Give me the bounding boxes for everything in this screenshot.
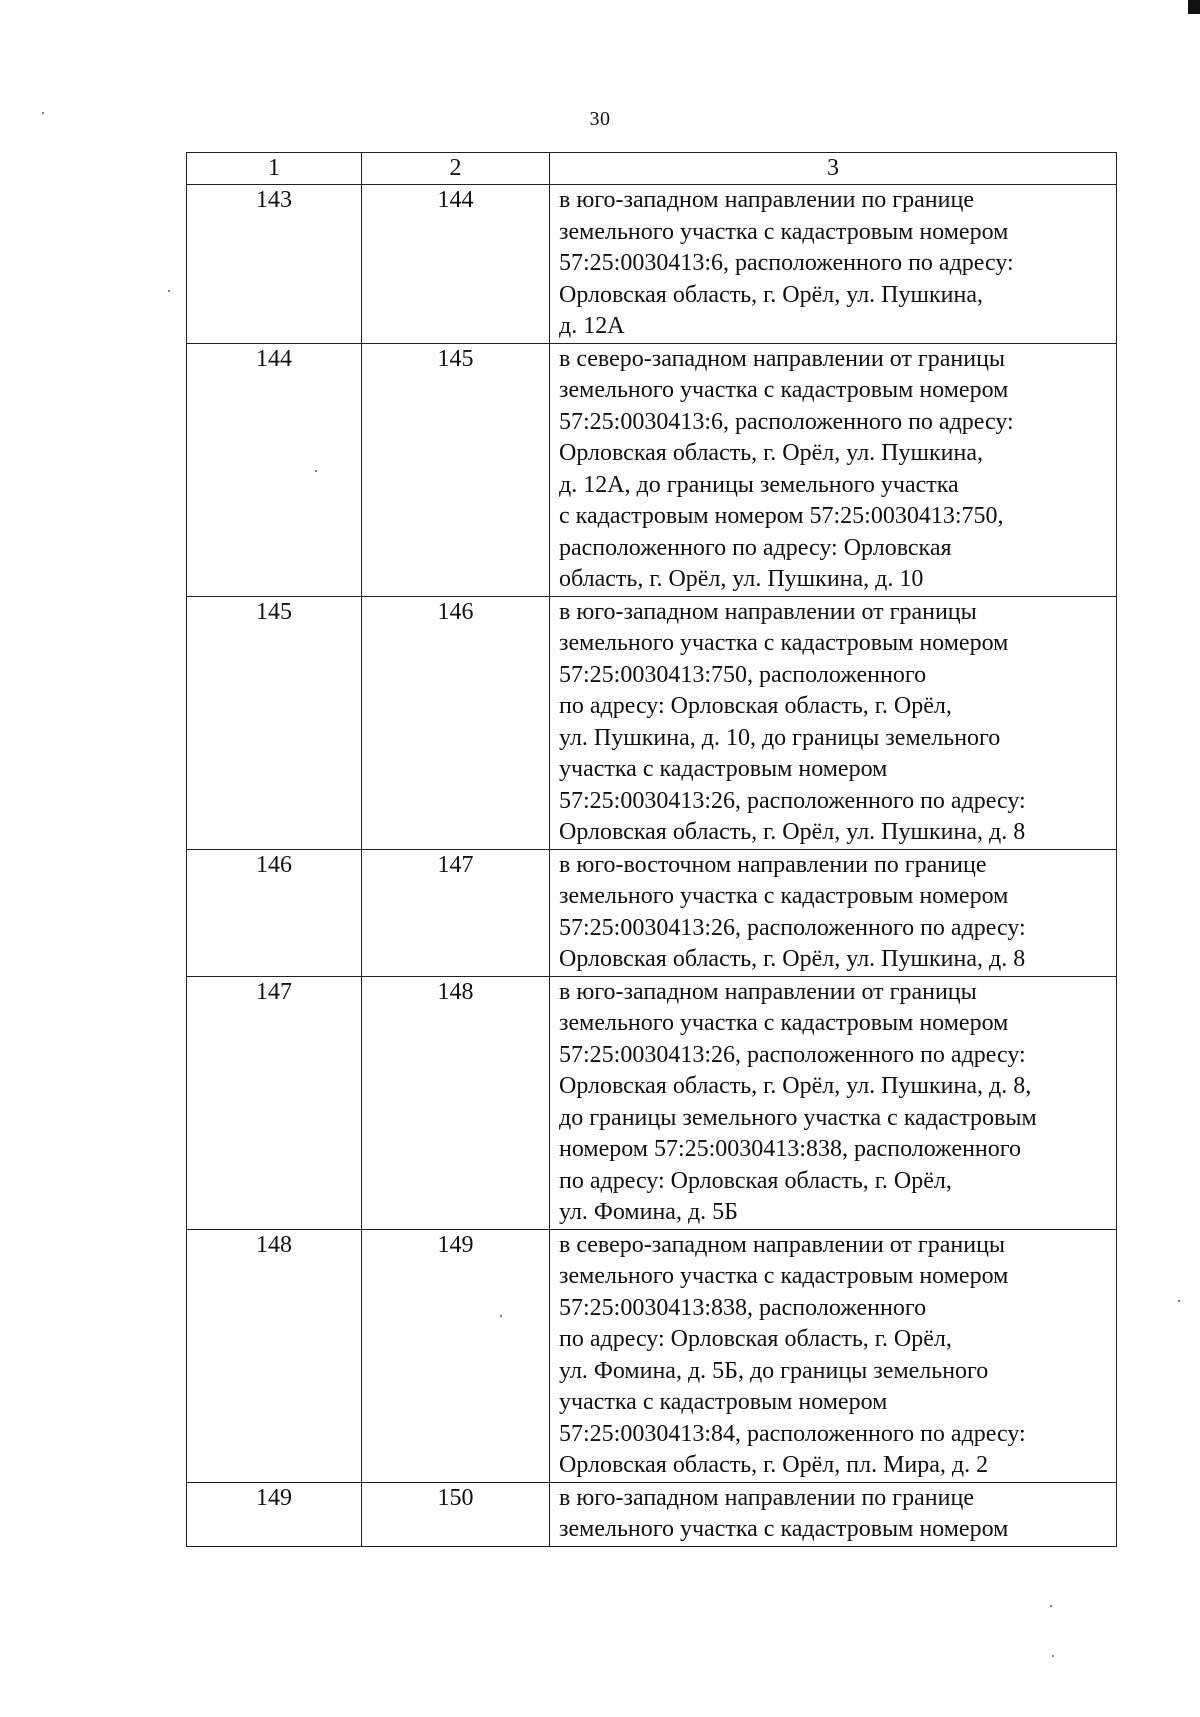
scan-speck — [1050, 1605, 1052, 1607]
column-header-3: 3 — [550, 153, 1117, 185]
table-row — [187, 849, 1117, 976]
description-cell: в юго-западном направлении по границе земельного участка с кадастровым номером 57:25:0030413:6, расположенного по адресу: Орловская область, г. Орёл, ул. Пушкина, д. 12А — [550, 185, 1117, 344]
to-point-cell: 147 — [362, 849, 550, 976]
table-row — [187, 976, 1117, 1229]
scan-corner-mark — [1188, 0, 1200, 14]
description-cell: в северо-западном направлении от границы земельного участка с кадастровым номером 57:25:0030413:838, расположенного по адресу: Орловская область, г. Орёл, ул. Фомина, д. 5Б, до границы земельного участка с кадастровым номером 57:25:0030413:84, расположенного по адресу: Орловская область, г. Орёл, пл. Мира, д. 2 — [550, 1229, 1117, 1482]
column-header-2: 2 — [362, 153, 550, 185]
description-cell: в юго-западном направлении от границы земельного участка с кадастровым номером 57:25:0030413:750, расположенного по адресу: Орловская область, г. Орёл, ул. Пушкина, д. 10, до границы земельного участка с кадастровым номером 57:25:0030413:26, расположенного по адресу: Орловская область, г. Орёл, ул. Пушкина, д. 8 — [550, 596, 1117, 849]
scan-speck — [315, 470, 317, 472]
page-number: 30 — [589, 108, 611, 130]
table-row — [187, 596, 1117, 849]
description-cell: в юго-восточном направлении по границе земельного участка с кадастровым номером 57:25:0030413:26, расположенного по адресу: Орловская область, г. Орёл, ул. Пушкина, д. 8 — [550, 849, 1117, 976]
scan-speck — [500, 1315, 502, 1317]
to-point-cell: 144 — [362, 185, 550, 344]
table-row — [187, 343, 1117, 596]
table-row — [187, 185, 1117, 344]
to-point-cell: 145 — [362, 343, 550, 596]
scan-speck — [42, 112, 44, 114]
from-point-cell: 144 — [187, 343, 362, 596]
to-point-cell: 150 — [362, 1482, 550, 1546]
scan-speck — [1052, 1655, 1054, 1657]
description-cell: в юго-западном направлении от границы земельного участка с кадастровым номером 57:25:0030413:26, расположенного по адресу: Орловская область, г. Орёл, ул. Пушкина, д. 8, до границы земельного участка с кадастровым номером 57:25:0030413:838, расположенного по адресу: Орловская область, г. Орёл, ул. Фомина, д. 5Б — [550, 976, 1117, 1229]
description-cell: в северо-западном направлении от границы земельного участка с кадастровым номером 57:25:0030413:6, расположенного по адресу: Орловская область, г. Орёл, ул. Пушкина, д. 12А, до границы земельного участка с кадастровым номером 57:25:0030413:750, расположенного по адресу: Орловская область, г. Орёл, ул. Пушкина, д. 10 — [550, 343, 1117, 596]
table-header-row — [187, 153, 1117, 185]
to-point-cell: 146 — [362, 596, 550, 849]
table-row — [187, 1482, 1117, 1546]
from-point-cell: 145 — [187, 596, 362, 849]
description-cell: в юго-западном направлении по границе земельного участка с кадастровым номером — [550, 1482, 1117, 1546]
from-point-cell: 149 — [187, 1482, 362, 1546]
to-point-cell: 149 — [362, 1229, 550, 1482]
from-point-cell: 147 — [187, 976, 362, 1229]
scan-speck — [1178, 1300, 1180, 1302]
column-header-1: 1 — [187, 153, 362, 185]
from-point-cell: 143 — [187, 185, 362, 344]
boundary-table — [186, 152, 1117, 1547]
to-point-cell: 148 — [362, 976, 550, 1229]
from-point-cell: 146 — [187, 849, 362, 976]
from-point-cell: 148 — [187, 1229, 362, 1482]
table-row — [187, 1229, 1117, 1482]
scan-speck — [168, 290, 170, 292]
